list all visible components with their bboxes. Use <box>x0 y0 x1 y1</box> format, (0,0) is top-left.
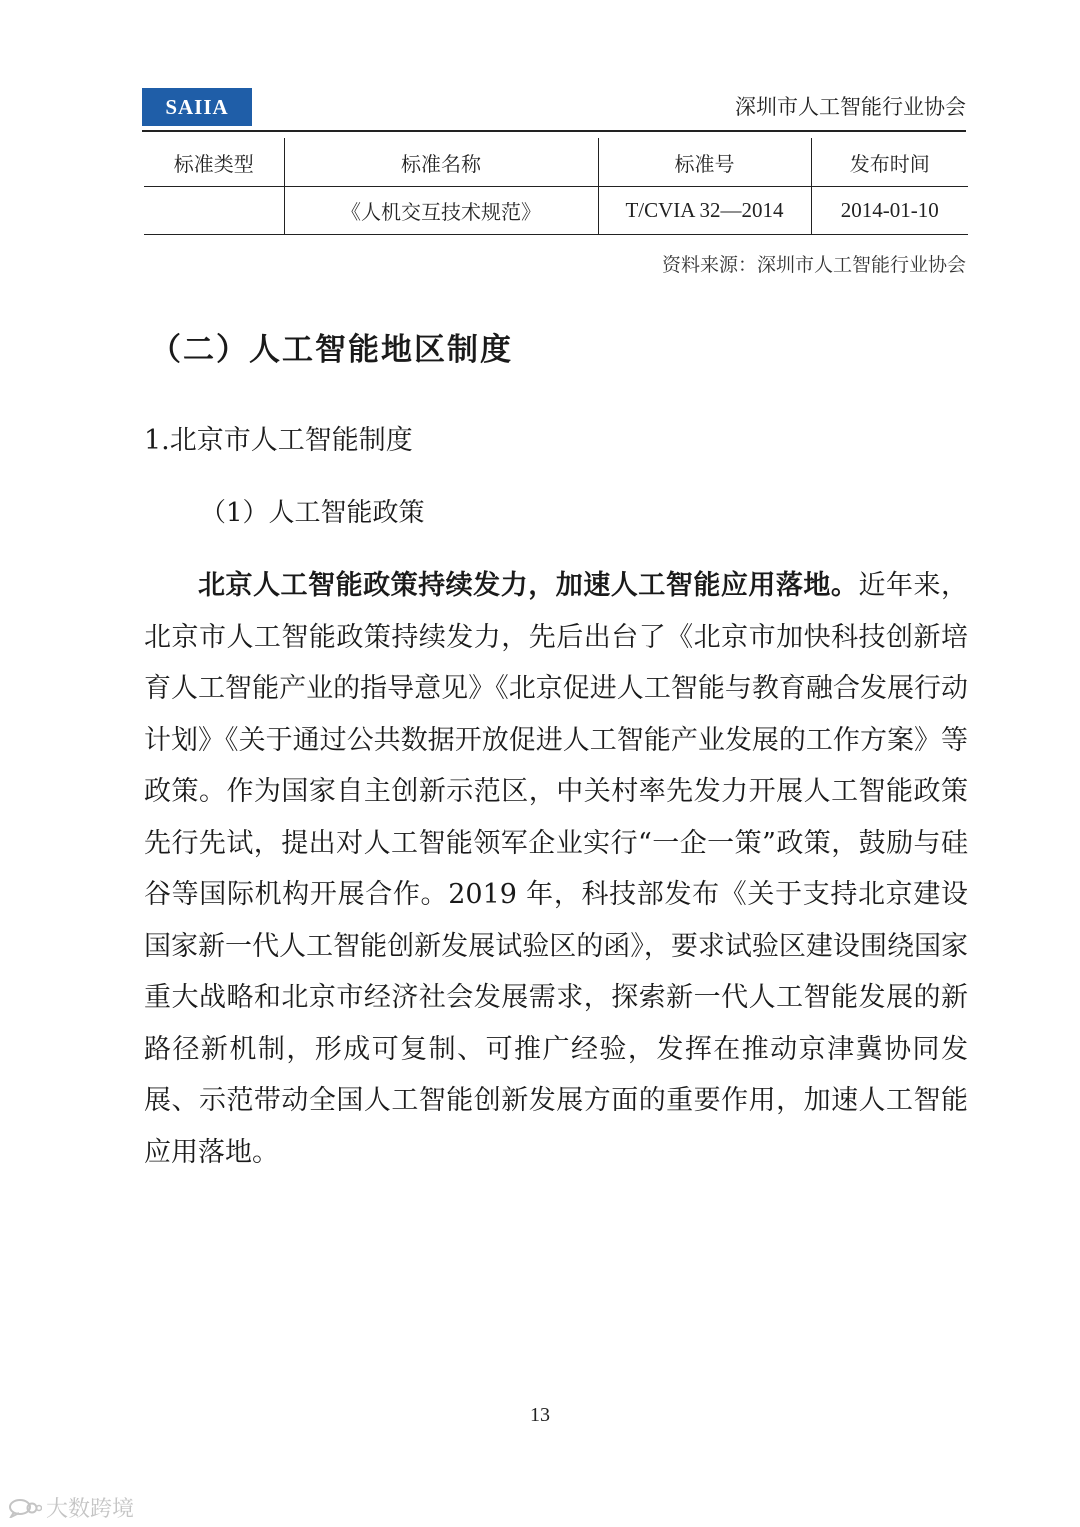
table-cell-number: T/CVIA 32—2014 <box>598 187 811 235</box>
table-header-cell: 标准名称 <box>284 138 598 187</box>
page-number: 13 <box>530 1404 550 1426</box>
table-cell-date: 2014-01-10 <box>811 187 968 235</box>
body-paragraph <box>144 560 968 1178</box>
table-header-cell: 标准号 <box>598 138 811 187</box>
watermark-text: 大数跨境 <box>46 1497 135 1522</box>
table-header-cell: 标准类型 <box>144 138 284 187</box>
chat-bubble-icon <box>8 1498 42 1518</box>
header-divider <box>142 130 966 132</box>
table-header-row <box>144 138 968 187</box>
source-note: 资料来源：深圳市人工智能行业协会 <box>661 254 966 276</box>
subsubsection-title: （1）人工智能政策 <box>200 498 425 528</box>
watermark <box>8 1492 134 1523</box>
table-row <box>144 187 968 235</box>
table-cell-name: 《人机交互技术规范》 <box>284 187 598 235</box>
header-org-name: 深圳市人工智能行业协会 <box>735 95 966 119</box>
subsection-title: 1.北京市人工智能制度 <box>144 425 413 456</box>
paragraph-lead: 北京人工智能政策持续发力，加速人工智能应用落地。 <box>198 570 859 601</box>
table-cell-type <box>144 187 284 235</box>
section-title: （二）人工智能地区制度 <box>150 332 513 368</box>
paragraph-body: 近年来，北京市人工智能政策持续发力，先后出台了《北京市加快科技创新培育人工智能产业的指导意见》《北京促进人工智能与教育融合发展行动计划》《关于通过公共数据开放促进人工智能产业发展的工作方案》等政策。作为国家自主创新示范区，中关村率先发力开展人工智能政策先行先试，提出对人工智能领军企业实行“一企一策”政策，鼓励与硅谷等国际机构开展合作。2019 年，科技部发布《关于支持北京建设国家新一代人工智能创新发展试验区的函》，要求试验区建设围绕国家重大战略和北京市经济社会发展需求，探索新一代人工智能发展的新路径新机制，形成可复制、可推广经验，发挥在推动京津冀协同发展、示范带动全国人工智能创新发展方面的重要作用，加速人工智能应用落地。 <box>144 570 969 1168</box>
header-logo: SAIIA <box>142 88 252 126</box>
table-header-cell: 发布时间 <box>811 138 968 187</box>
standards-table <box>144 138 968 235</box>
